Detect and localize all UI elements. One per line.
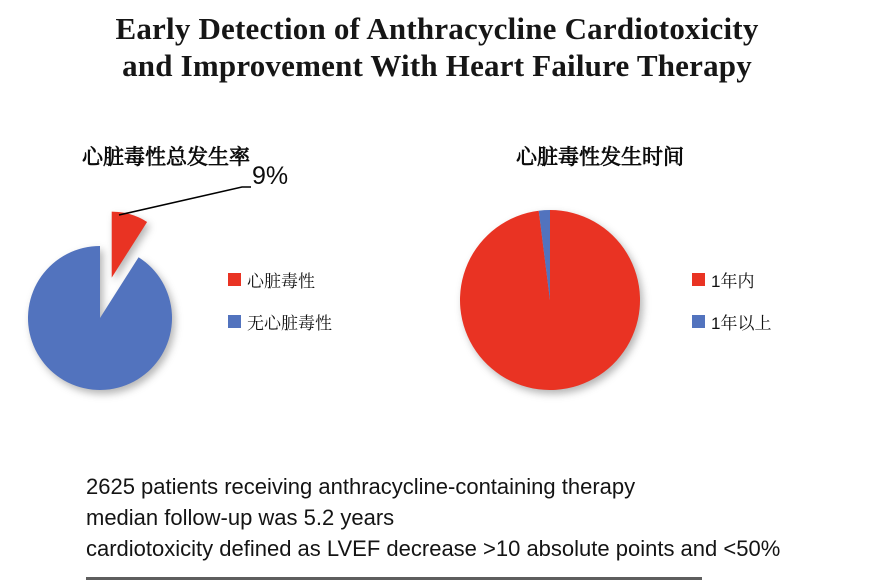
legend-timing [692,267,771,334]
legend-swatch-red-icon [228,273,241,286]
pie-chart-timing [440,190,680,420]
legend-label: 无心脏毒性 [247,314,332,333]
chart-title-incidence: 心脏毒性总发生率 [82,146,250,169]
pie-slices-group [460,210,640,390]
legend-swatch-blue-icon [228,315,241,328]
chart-title-timing: 心脏毒性发生时间 [516,146,684,169]
slide-title [0,10,874,84]
footnote-line: cardiotoxicity defined as LVEF decrease >10 absolute points and <50% [86,536,781,561]
legend-label: 1年内 [711,272,755,291]
legend-swatch-red-icon [692,273,705,286]
legend-label: 心脏毒性 [247,272,315,291]
legend-swatch-blue-icon [692,315,705,328]
footnote-block [86,471,780,564]
legend-label: 1年以上 [711,314,772,333]
legend-incidence [228,267,332,334]
legend-item [692,267,771,292]
footnote-line: 2625 patients receiving anthracycline-containing therapy [86,474,636,499]
legend-item [692,309,771,334]
legend-item [228,267,332,292]
footnote-line: median follow-up was 5.2 years [86,505,395,530]
slide-title-line2: and Improvement With Heart Failure Therapy [122,48,752,83]
callout-leader-line [119,187,251,215]
slide-title-line1: Early Detection of Anthracycline Cardiotoxicity [115,11,759,46]
pie-left-data-label: 9% [252,162,289,190]
pie-slice-1 [28,246,172,390]
legend-item [228,309,332,334]
pie-slices-group [28,212,172,390]
